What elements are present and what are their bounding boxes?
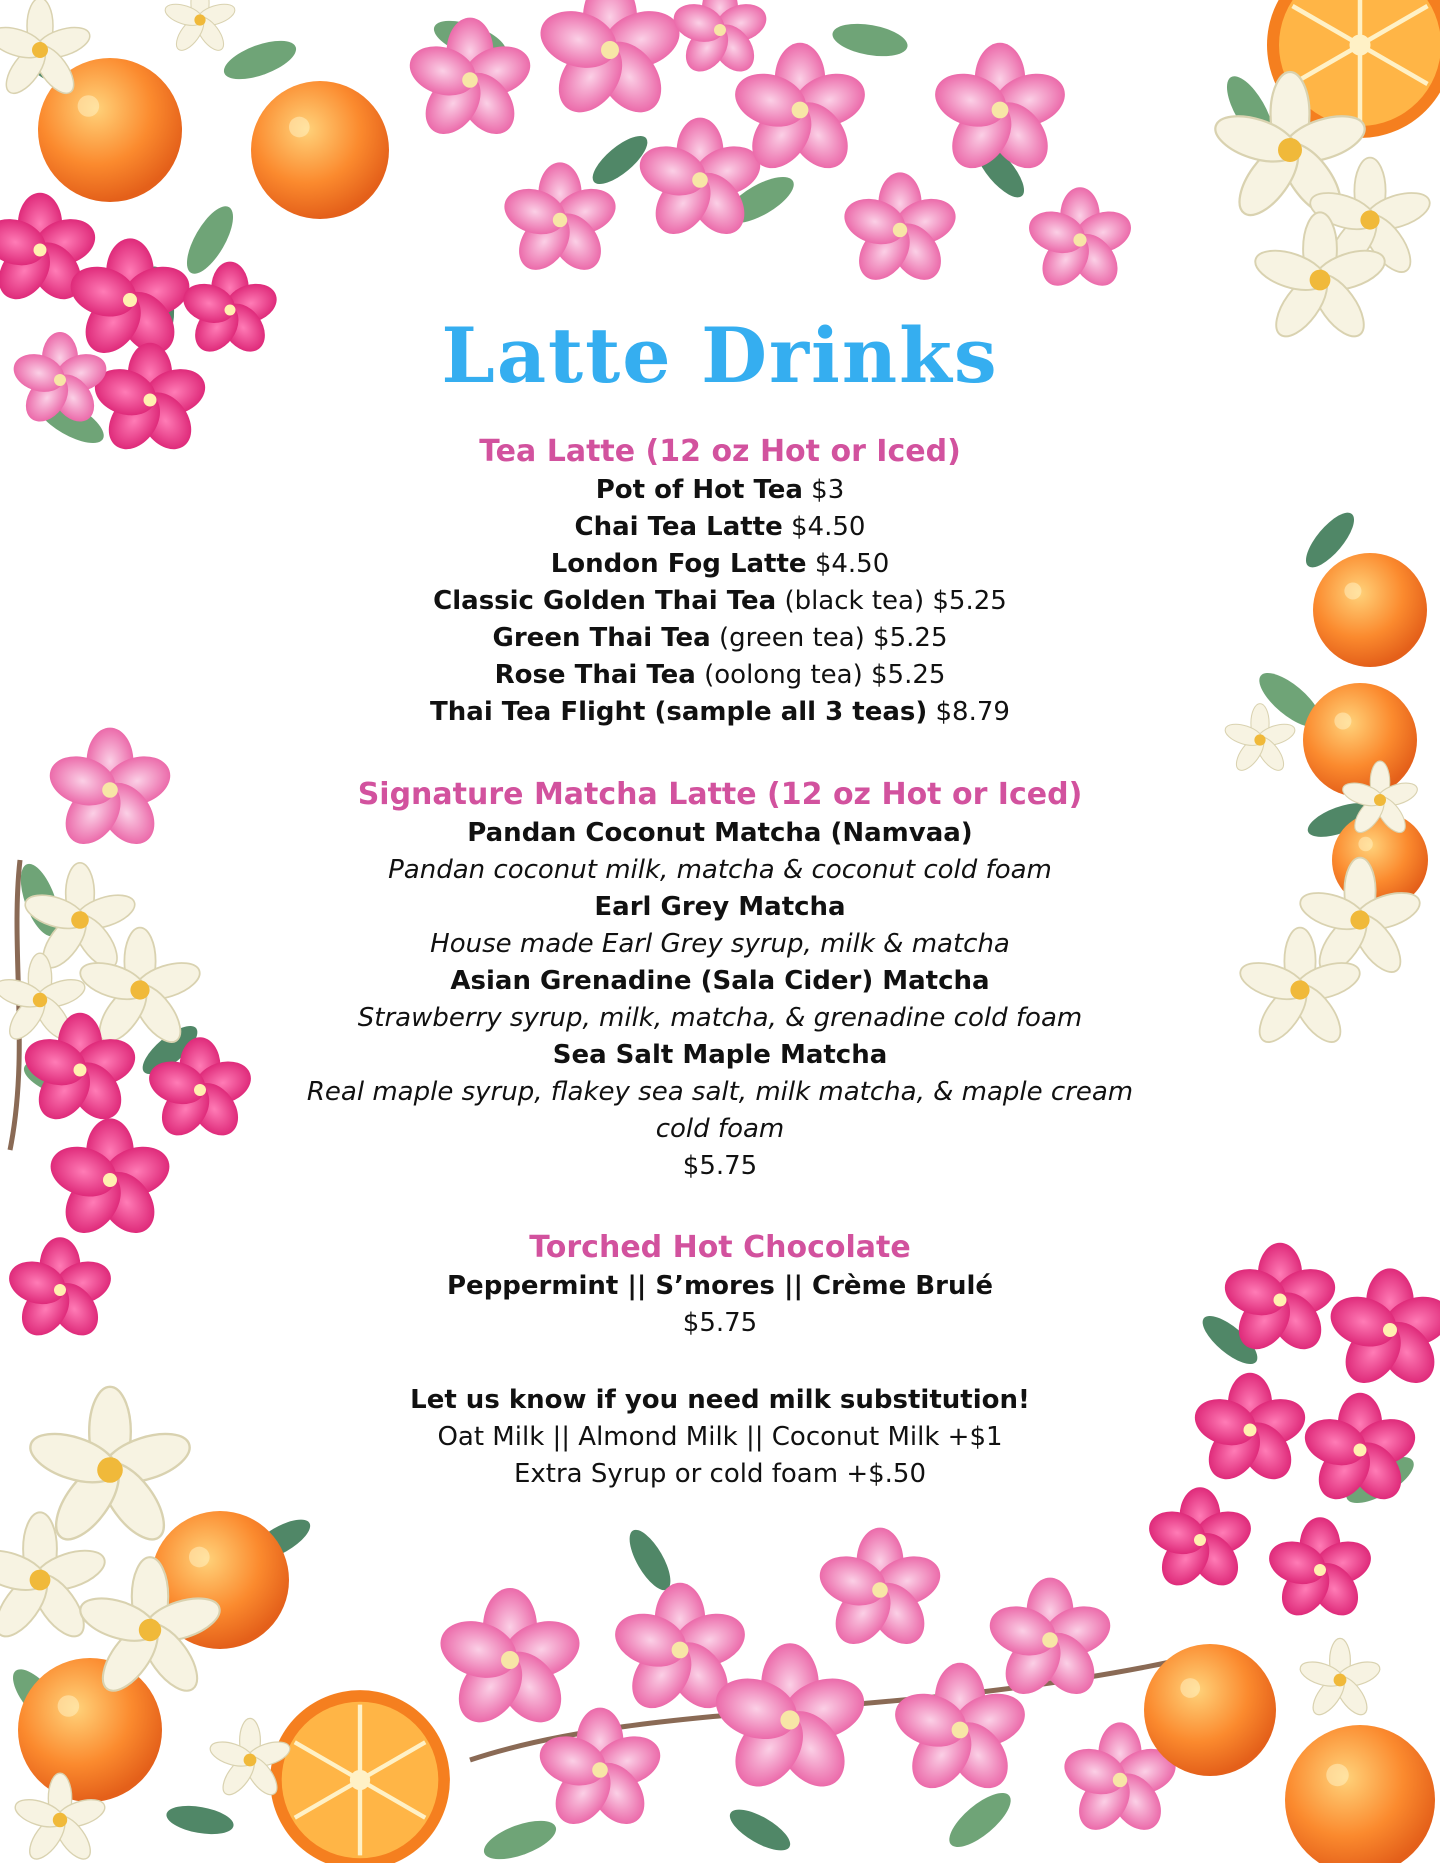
item-detail: (green tea): [719, 623, 865, 653]
tea-latte-heading: Tea Latte (12 oz Hot or Iced): [479, 434, 961, 469]
top-right-floral: [1210, 0, 1440, 345]
item-name: Rose Thai Tea: [494, 660, 696, 690]
item-name: Classic Golden Thai Tea: [433, 586, 777, 616]
milk-substitution-section: [0, 1382, 1440, 1493]
matcha-item-description: House made Earl Grey syrup, milk & matcha: [430, 929, 1010, 959]
menu-item: [0, 546, 1440, 583]
matcha-item-description: Pandan coconut milk, matcha & coconut cold foam: [388, 855, 1052, 885]
tea-latte-section: [0, 432, 1440, 731]
item-price: $5.25: [870, 660, 946, 690]
item-name: Chai Tea Latte: [574, 512, 783, 542]
bottom-center-floral: [433, 1524, 1181, 1863]
hot-chocolate-section: [0, 1228, 1440, 1342]
menu-item: [0, 657, 1440, 694]
matcha-item-name: Pandan Coconut Matcha (Namvaa): [467, 818, 973, 848]
item-name: Green Thai Tea: [492, 623, 711, 653]
item-price: $4.50: [814, 549, 890, 579]
matcha-section: [0, 775, 1440, 1185]
menu-item: [0, 472, 1440, 509]
menu-item: [0, 694, 1440, 731]
hot-chocolate-flavors: Peppermint || S’mores || Crème Brulé: [447, 1271, 993, 1301]
matcha-item-name: Asian Grenadine (Sala Cider) Matcha: [450, 966, 990, 996]
matcha-item-description: Real maple syrup, flakey sea salt, milk matcha, & maple cream: [306, 1077, 1134, 1107]
item-price: $4.50: [791, 512, 866, 542]
matcha-item-name: Sea Salt Maple Matcha: [552, 1040, 888, 1070]
hot-chocolate-heading: Torched Hot Chocolate: [529, 1230, 911, 1265]
item-price: $5.25: [932, 586, 1007, 616]
milk-options: Oat Milk || Almond Milk || Coconut Milk +$1: [437, 1422, 1003, 1452]
hot-chocolate-price: $5.75: [682, 1308, 758, 1338]
item-price: $8.79: [935, 697, 1010, 727]
menu-item: [0, 620, 1440, 657]
menu-item: [0, 583, 1440, 620]
item-detail: (oolong tea): [704, 660, 863, 690]
extra-syrup-note: Extra Syrup or cold foam +$.50: [513, 1459, 927, 1489]
item-name: Pot of Hot Tea: [595, 475, 803, 505]
item-name: Thai Tea Flight (sample all 3 teas): [430, 697, 928, 727]
item-price: $3: [811, 475, 845, 505]
page-title: Latte Drinks: [441, 311, 999, 400]
top-center-floral: [403, 0, 1136, 295]
menu-item: [0, 509, 1440, 546]
item-detail: (black tea): [784, 586, 925, 616]
matcha-item-name: Earl Grey Matcha: [594, 892, 846, 922]
item-name: London Fog Latte: [550, 549, 807, 579]
milk-substitution-heading: Let us know if you need milk substitution!: [410, 1385, 1030, 1415]
matcha-price: $5.75: [682, 1151, 758, 1181]
matcha-item-description: Strawberry syrup, milk, matcha, & grenadine cold foam: [357, 1003, 1083, 1033]
matcha-heading: Signature Matcha Latte (12 oz Hot or Iced): [357, 777, 1083, 812]
item-price: $5.25: [873, 623, 948, 653]
matcha-item-description-continued: cold foam: [655, 1114, 785, 1144]
